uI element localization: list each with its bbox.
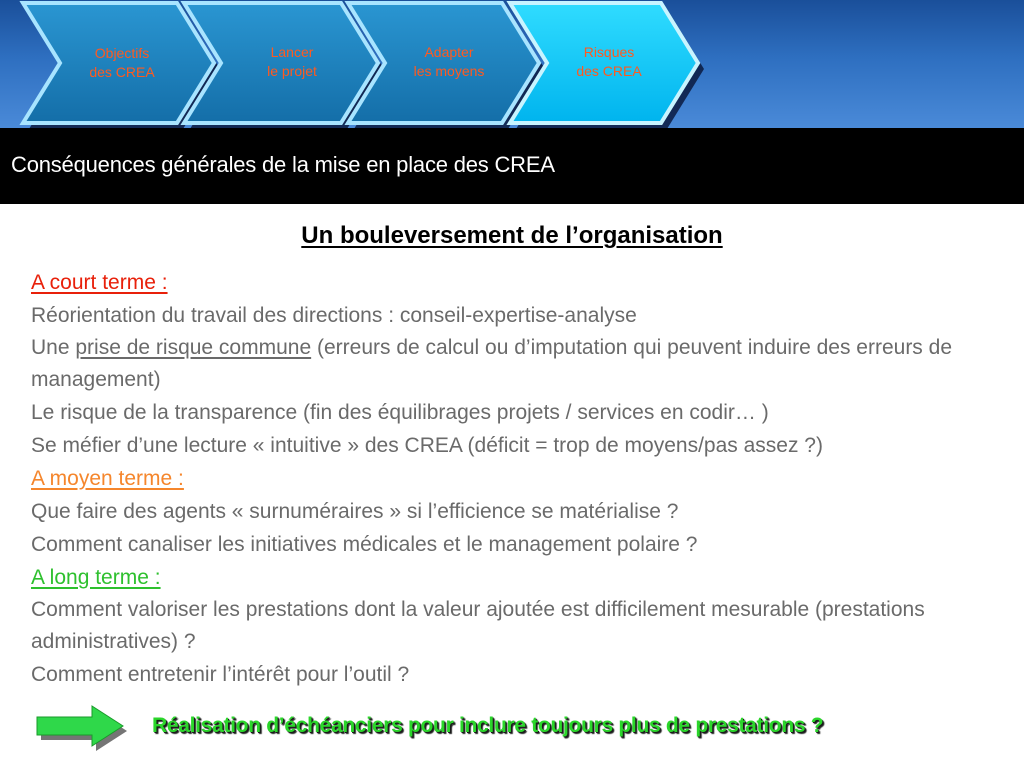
list-item: Comment valoriser les prestations dont la valeur ajoutée est difficilement mesurable (prestations administratives) ? [31, 598, 925, 653]
nav-step-1-label[interactable]: Objectifs des CREA [89, 45, 155, 80]
navigation-banner [0, 0, 1024, 128]
list-item: Comment entretenir l’intérêt pour l’outil ? [31, 663, 410, 686]
long-term-heading: A long terme : [31, 566, 161, 589]
conclusion-text: Réalisation d’échéanciers pour inclure toujours plus de prestations ? [152, 714, 824, 737]
medium-term-heading: A moyen terme : [31, 467, 184, 490]
title-bar [0, 128, 1024, 204]
right-arrow-icon [34, 705, 130, 751]
short-term-heading: A court terme : [31, 271, 168, 294]
list-item: Réorientation du travail des directions : conseil-expertise-analyse [31, 304, 637, 327]
nav-step-2-label[interactable]: Lancer le projet [267, 44, 317, 79]
page-title: Conséquences générales de la mise en place des CREA [11, 152, 555, 177]
list-item: Le risque de la transparence (fin des équilibrages projets / services en codir… ) [31, 401, 769, 424]
section-subtitle: Un bouleversement de l’organisation [301, 222, 723, 249]
list-item: Comment canaliser les initiatives médicales et le management polaire ? [31, 533, 698, 556]
nav-step-4-label[interactable]: Risques des CREA [576, 44, 642, 79]
list-item: Que faire des agents « surnuméraires » si l’efficience se matérialise ? [31, 500, 679, 523]
content-body [31, 266, 1006, 691]
list-item: Une prise de risque commune (erreurs de calcul ou d’imputation qui peuvent induire des erreurs de management) [31, 336, 952, 391]
list-item: Se méfier d’une lecture « intuitive » des CREA (déficit = trop de moyens/pas assez ?) [31, 434, 823, 457]
nav-step-3-label[interactable]: Adapter les moyens [413, 44, 485, 79]
underlined-term: prise de risque commune [75, 336, 312, 359]
